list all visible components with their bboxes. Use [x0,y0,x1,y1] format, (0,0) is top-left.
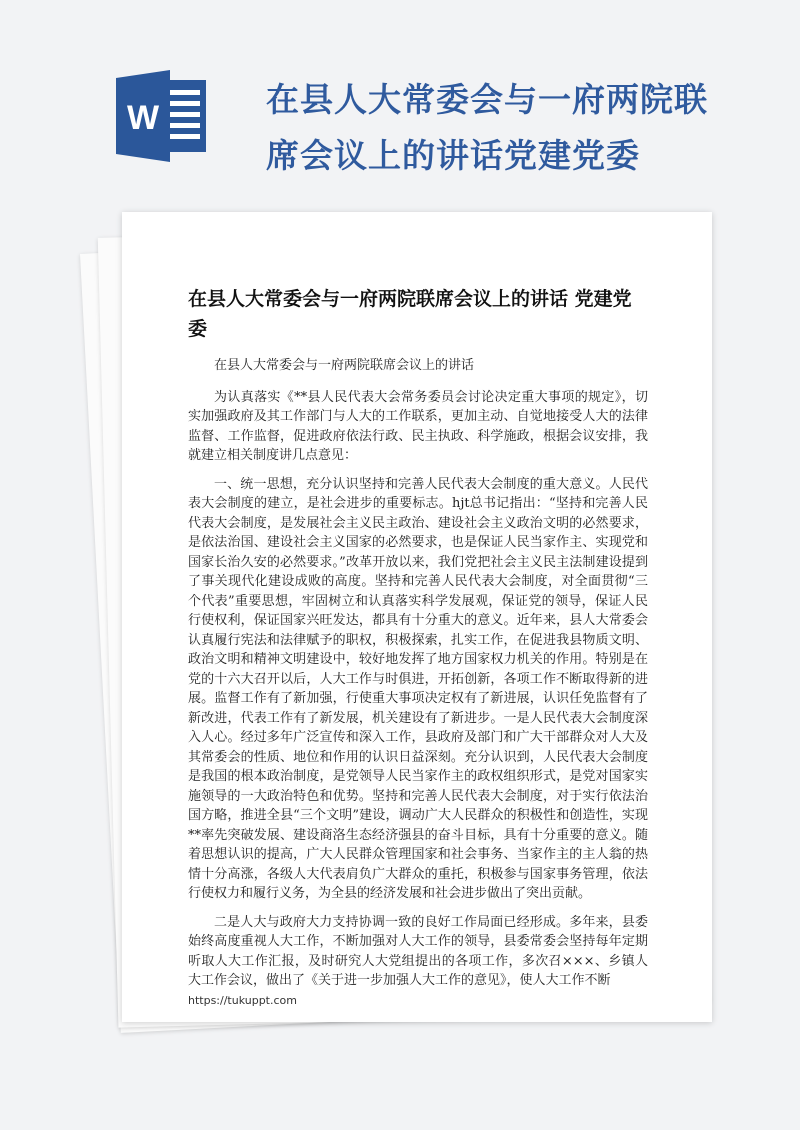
footer-url: https://tukuppt.com [188,994,297,1007]
paragraph-intro: 为认真落实《**县人民代表大会常务委员会讨论决定重大事项的规定》，切实加强政府及其工作部门与人大的工作联系，更加主动、自觉地接受人大的法律监督、工作监督，促进政府依法行政、民主执政、科学施政，根据会议安排，我就建立相关制度讲几点意见： [188,389,648,463]
header-title: 在县人大常委会与一府两院联 席会议上的讲话党建党委 [266,80,708,175]
document-subtitle: 在县人大常委会与一府两院联席会议上的讲话 [214,358,475,373]
word-document-icon [112,66,212,166]
document-title: 在县人大常委会与一府两院联席会议上的讲话 党建党委 [188,288,632,340]
word-logo-letter: W [126,99,160,137]
document-body [188,356,648,1000]
paragraph-section-two: 二是人大与政府大力支持协调一致的良好工作局面已经形成。多年来，县委始终高度重视人大工作，不断加强对人大工作的领导，县委常委会坚持每年定期听取人大工作汇报，及时研究人大党组提出的各项工作，多次召×××、乡镇人大工作会议，做出了《关于进一步加强人大工作的意见》，使人大工作不断 [188,914,648,988]
document-page [122,212,712,1022]
paragraph-section-one: 一、统一思想，充分认识坚持和完善人民代表大会制度的重大意义。人民代表大会制度的建立，是社会进步的重要标志。hjt总书记指出：“坚持和完善人民代表大会制度，是发展社会主义民主政治、建设社会主义政治文明的必然要求，是依法治国、建设社会主义国家的必然要求，也是保证人民当家作主、实现党和国家长治久安的必然要求。”改革开放以来，我们党把社会主义民主法制建设提到了事关现代化建设成败的高度。坚持和完善人民代表大会制度，对全面贯彻“三个代表”重要思想，牢固树立和认真落实科学发展观，保证党的领导，保证人民行使权利，保证国家兴旺发达，都具有十分重大的意义。近年来，县人大常委会认真履行宪法和法律赋予的职权，积极探索，扎实工作，在促进我县物质文明、政治文明和精神文明建设中，较好地发挥了地方国家权力机关的作用。特别是在党的十六大召开以后，人大工作与时俱进，开拓创新，各项工作不断取得新的进展。监督工作有了新加强，行使重大事项决定权有了新进展，认识任免监督有了新改进，代表工作有了新发展，机关建设有了新进步。一是人民代表大会制度深入人心。经过多年广泛宣传和深入工作，县政府及部门和广大干部群众对人大及其常委会的性质、地位和作用的认识日益深刻。充分认识到，人民代表大会制度是我国的根本政治制度，是党领导人民当家作主的政权组织形式，是党对国家实施领导的一大政治特色和优势。坚持和完善人民代表大会制度，对于实行依法治国方略，推进全县“三个文明”建设，调动广大人民群众的积极性和创造性，实现**率先突破发展、建设商洛生态经济强县的奋斗目标，具有十分重要的意义。随着思想认识的提高，广大人民群众管理国家和社会事务、当家作主的主人翁的热情十分高涨，各级人大代表肩负广大群众的重托，积极参与国家事务管理，依法行使权力和履行义务，为全县的经济发展和社会进步做出了突出贡献。 [188,476,648,901]
